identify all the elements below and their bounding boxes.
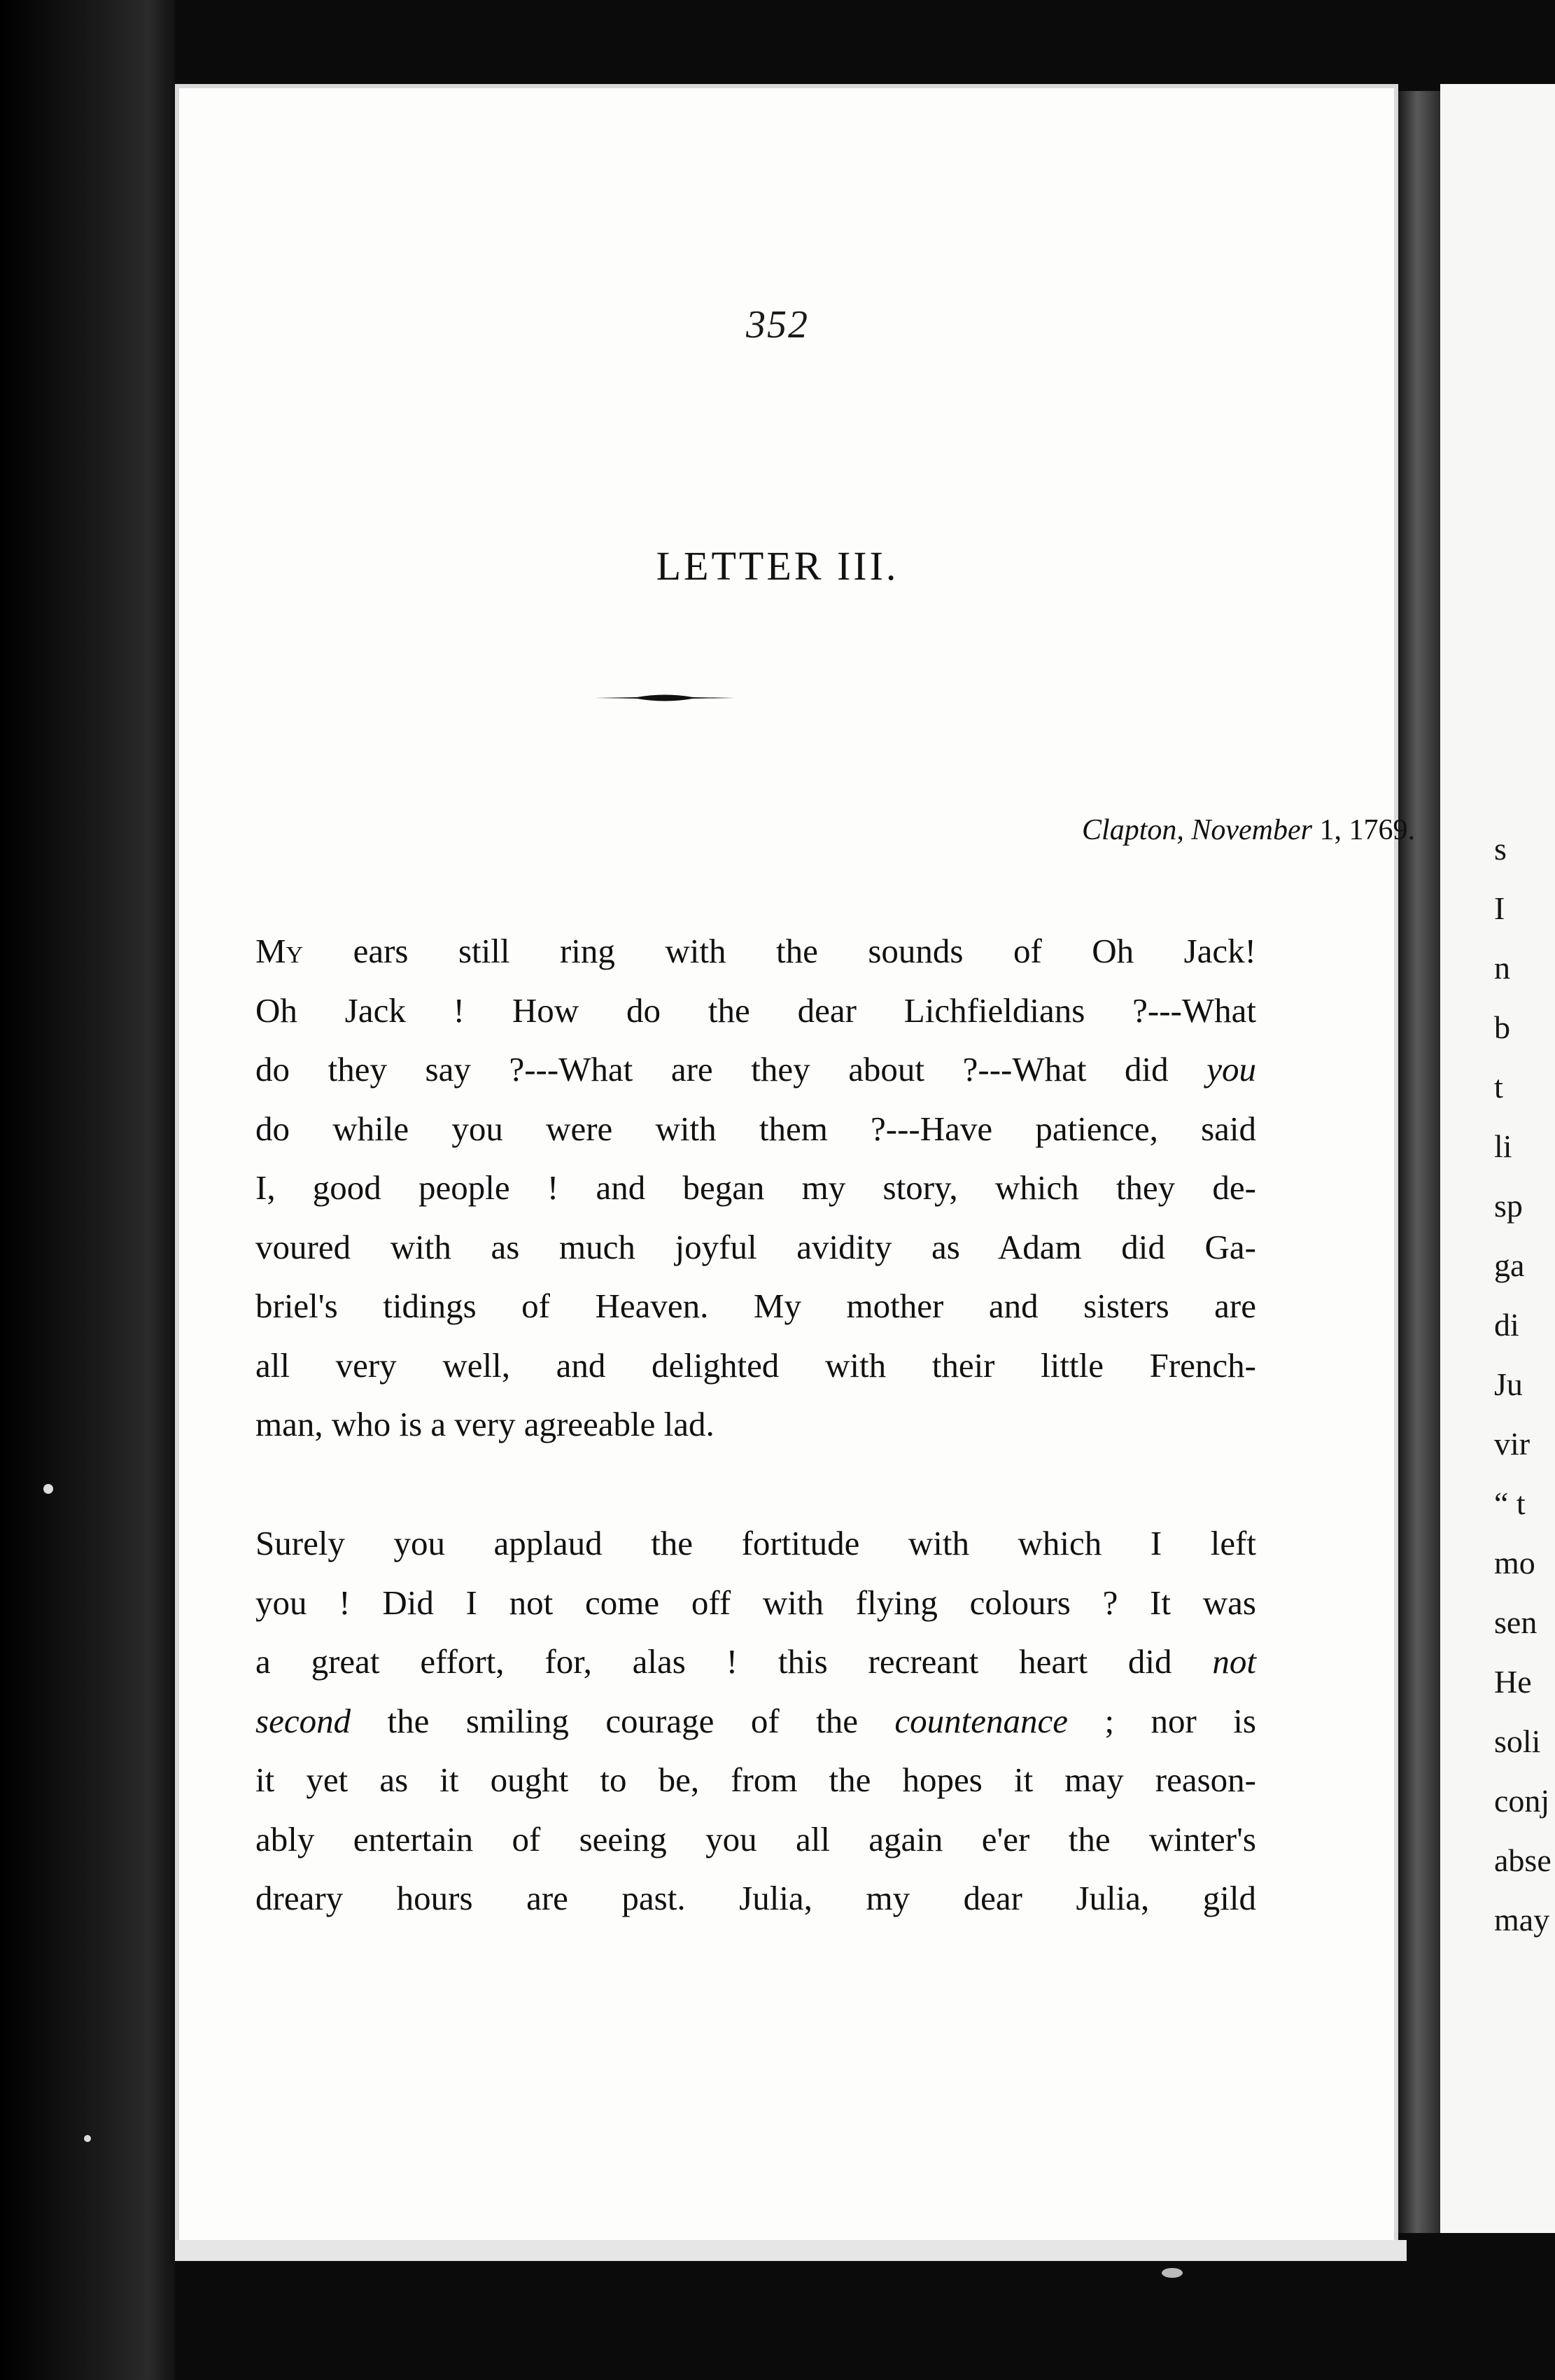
dateline (1082, 813, 1415, 847)
facing-page-fragment: I (1494, 890, 1505, 926)
emphasis: countenance (894, 1701, 1069, 1740)
facing-page-text (1494, 819, 1555, 1949)
emphasis: second (255, 1701, 351, 1740)
emphasis: you (1206, 1050, 1256, 1088)
facing-page-fragment: vir (1494, 1426, 1531, 1462)
facing-page-fragment: t (1494, 1069, 1503, 1105)
dust-speck (1162, 2268, 1183, 2278)
facing-page-fragment: b (1494, 1009, 1510, 1045)
paragraph-1 (255, 922, 1256, 1455)
paragraph-1-line: man, who is a very agreeable lad. (255, 1405, 715, 1443)
facing-page-fragment: sen (1494, 1604, 1538, 1640)
paragraph-1-line: Oh Jack ! How do the dear Lichfieldians ?---What (255, 990, 1256, 1030)
paragraph-1-line: I, good people ! and began my story, which they de- (255, 1168, 1256, 1207)
dateline-rest: 1, 1769. (1319, 814, 1415, 846)
dateline-month: November (1191, 814, 1312, 846)
paragraph-2-line: it yet as it ought to be, from the hopes it may reason- (255, 1760, 1256, 1799)
facing-page-fragment: Ju (1494, 1366, 1523, 1402)
facing-page-fragment: abse (1494, 1842, 1552, 1878)
facing-page-fragment: di (1494, 1307, 1519, 1343)
paragraph-2-line: second the smiling courage of the countenance ; nor is (255, 1701, 1256, 1740)
ornament-rule (595, 690, 735, 706)
facing-page-fragment: may (1494, 1902, 1550, 1938)
facing-page-fragment: “ t (1494, 1485, 1526, 1521)
facing-page-fragment: n (1494, 950, 1510, 986)
facing-page-fragment: sp (1494, 1188, 1523, 1224)
paragraph-1-line: do while you were with them ?---Have patience, said (255, 1109, 1256, 1148)
page-number: 352 (746, 303, 809, 346)
paragraph-1-line: My ears still ring with the sounds of Oh Jack! (255, 932, 1256, 970)
paragraph-1-line: briel's tidings of Heaven. My mother and sisters are (255, 1287, 1256, 1325)
facing-page-fragment: soli (1494, 1723, 1541, 1759)
facing-page-fragment: s (1494, 831, 1507, 867)
paragraph-1-line: voured with as much joyful avidity as Adam did Ga- (255, 1227, 1256, 1266)
book-gutter (1398, 91, 1440, 2233)
paragraph-2-line: dreary hours are past. Julia, my dear Julia, gild (255, 1879, 1256, 1917)
book-cover-edge (0, 0, 175, 2380)
page-bottom-edge (175, 2240, 1407, 2261)
facing-page-fragment: conj (1494, 1783, 1550, 1819)
paragraph-1-line: all very well, and delighted with their little French- (255, 1345, 1256, 1385)
facing-page-fragment: li (1494, 1128, 1512, 1164)
paragraph-2-line: you ! Did I not come off with flying colours ? It was (255, 1583, 1256, 1622)
paragraph-2 (255, 1514, 1256, 1928)
dateline-place: Clapton, (1082, 814, 1184, 846)
paragraph-2-line: a great effort, for, alas ! this recreant heart did not (255, 1642, 1256, 1681)
emphasis: not (1212, 1642, 1256, 1681)
dust-speck (43, 1484, 53, 1494)
dust-speck (84, 2135, 91, 2142)
paragraph-1-line: do they say ?---What are they about ?---What did you (255, 1050, 1256, 1088)
paragraph-2-line: ably entertain of seeing you all again e'er the winter's (255, 1819, 1256, 1858)
drop-word: My (255, 932, 304, 970)
facing-page-fragment: ga (1494, 1247, 1525, 1283)
facing-page-fragment: He (1494, 1664, 1532, 1700)
letter-heading: LETTER III. (656, 543, 899, 589)
paragraph-2-line: Surely you applaud the fortitude with which I left (255, 1524, 1256, 1562)
facing-page-fragment: mo (1494, 1545, 1535, 1581)
